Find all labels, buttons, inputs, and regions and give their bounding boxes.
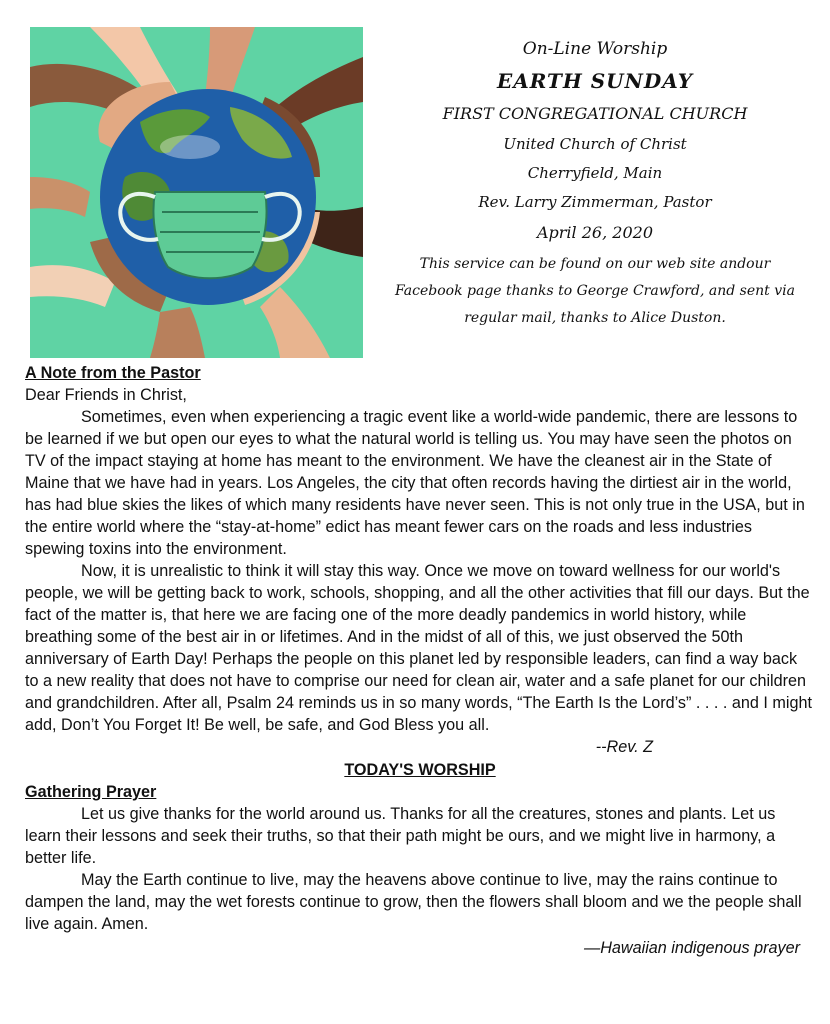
service-header [395,34,795,332]
prayer-paragraph-1: Let us give thanks for the world around us. Thanks for all the creatures, stones and plants. Let us learn their lessons and seek their truths, so that their path might be ours, and we might live in harmony, a better life. [25,805,776,867]
service-date: April 26, 2020 [536,223,653,242]
prayer-paragraph-2: May the Earth continue to live, may the heavens above continue to live, may the rains continue to dampen the land, may the wet forests continue to grow, then the flowers shall bloom and we the people shall live again. Amen. [25,871,802,933]
pastor-note-paragraph-2: Now, it is unrealistic to think it will stay this way. Once we move on toward wellness for our world's people, we will be getting back to work, schools, shopping, and all the other activities that fill our days. But the fact of the matter is, that here we are facing one of the more deadly pandemics in world history, while breathing some of the best air in or lifetimes. And in the midst of all of this, we just observed the 50th anniversary of Earth Day! Perhaps the people on this planet led by responsible leaders, can find a way back to a new reality that does not have to comprise our need for clean air, water and a safe planet for our children and grandchildren. After all, Psalm 24 reminds us in so many words, “The Earth Is the Lord’s” . . . . and I might add, Don’t You Forget It! Be well, be safe, and God Bless you all. [25,562,812,734]
salutation: Dear Friends in Christ, [25,386,187,404]
service-title: EARTH SUNDAY [496,69,694,93]
pastor-signature: --Rev. Z [595,738,653,756]
denomination: United Church of Christ [503,135,687,153]
gathering-prayer-heading: Gathering Prayer [25,783,157,801]
church-name: FIRST CONGREGATIONAL CHURCH [442,104,748,123]
globe-with-mask-icon [30,27,363,358]
worship-heading: TODAY'S WORSHIP [344,761,496,779]
earth-hands-illustration [30,27,363,358]
prayer-attribution: —Hawaiian indigenous prayer [584,939,800,957]
pastor-name: Rev. Larry Zimmerman, Pastor [478,193,712,211]
pastor-note-heading: A Note from the Pastor [25,364,201,382]
bulletin-body [25,362,815,959]
distribution-note: This service can be found on our web site andour Facebook page thanks to George Crawford, and sent via regular mail, thanks to Alice Duston. [395,256,795,326]
pastor-note-paragraph-1: Sometimes, even when experiencing a tragic event like a world-wide pandemic, there are lessons to be learned if we but open our eyes to what the natural world is telling us. You may have seen the photos on TV of the impact staying at home has meant to the environment. We have the cleanest air in the State of Maine that we have had in years. Los Angeles, the city that often records having the dirtiest air in the world, has had blue skies the likes of which many residents have never seen. This is not only true in the USA, but in the entire world where the “stay-at-home” edict has meant fewer cars on the roads and less industries spewing toxins into the environment. [25,408,805,558]
service-type: On-Line Worship [522,39,668,59]
church-location: Cherryfield, Main [527,164,663,182]
